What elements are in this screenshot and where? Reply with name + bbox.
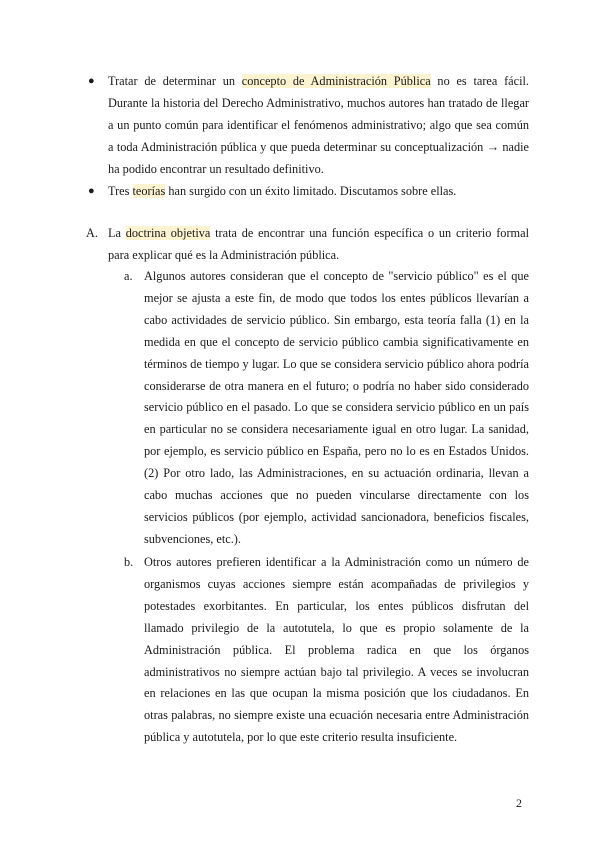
section-a	[86, 222, 529, 266]
sub-item-a	[124, 266, 529, 551]
bullet-icon: ●	[88, 75, 95, 87]
sub-item	[124, 552, 529, 749]
section-a-heading	[86, 222, 529, 266]
highlight-doctrina-objetiva: doctrina objetiva	[125, 226, 211, 240]
bullet-item-concepto	[86, 70, 529, 180]
sub-item	[124, 266, 529, 551]
highlight-concepto: concepto de Administración Pública	[241, 74, 431, 88]
sub-item-text: Algunos autores consideran que el concepto de "servicio público" es el que mejor se ajusta a este fin, de modo que todos los entes públicos llevarían a cabo actividades de servicio público. Sin embargo, esta teoría falla (1) en la medida en que el concepto de servicio público cambia significativamente en términos de tiempo y lugar. Lo que se considera servicio público ahora podría considerarse de otra manera en el futuro; o podría no haber sido considerado servicio público en el pasado. Lo que se considera servicio público en un país en particular no se considera necesariamente igual en otro lugar. La sanidad, por ejemplo, es servicio público en España, pero no lo es en Estados Unidos. (2) Por otro lado, las Administraciones, en su actuación ordinaria, llevan a cabo muchas acciones que no pueden vincularse directamente con los servicios públicos (por ejemplo, actividad sancionadora, beneficios fiscales, subvenciones, etc.).	[144, 269, 529, 546]
section-a-marker: A.	[86, 226, 98, 240]
sub-item-marker: b.	[124, 555, 134, 569]
page-number: 2	[516, 796, 522, 810]
sub-item-text: Otros autores prefieren identificar a la Administración como un número de organismos cuyas acciones siempre están acompañadas de privilegios y potestades exorbitantes. En particular, los entes públicos disfrutan del llamado privilegio de la autotutela, lo que es propio solamente de la Administración pública. El problema radica en que los órganos administrativos no siempre actúan bajo tal privilegio. A veces se involucran en relaciones en las que ocupan la misma posición que los ciudadanos. En otras palabras, no siempre existe una ecuación necesaria entre Administración pública y autotutela, por lo que este criterio resulta insuficiente.	[144, 555, 529, 745]
sub-item-marker: a.	[124, 269, 133, 283]
highlight-teorias: teorías	[132, 184, 166, 198]
bullet-icon: ●	[88, 185, 95, 197]
sub-item-b	[124, 552, 529, 749]
bullet-text-after: no es tarea fácil. Durante la historia del Derecho Administrativo, muchos autores han tratado de llegar a un punto común para identificar el fenómenos administrativo; algo que sea común a toda Administración pública y que pueda determinar su conceptualización → nadie ha podido encontrar un resultado definitivo.	[108, 74, 530, 176]
section-a-text-after: trata de encontrar una función específica o un criterio formal para explicar qué es la Administración pública.	[108, 226, 529, 262]
bullet-text-after: han surgido con un éxito limitado. Discutamos sobre ellas.	[165, 184, 457, 198]
bullet-item-teorias	[86, 180, 529, 202]
section-a-text-before: La	[108, 226, 126, 240]
bullet-list	[86, 70, 529, 202]
bullet-text-before: Tres	[108, 184, 133, 198]
bullet-text-before: Tratar de determinar un	[108, 74, 242, 88]
